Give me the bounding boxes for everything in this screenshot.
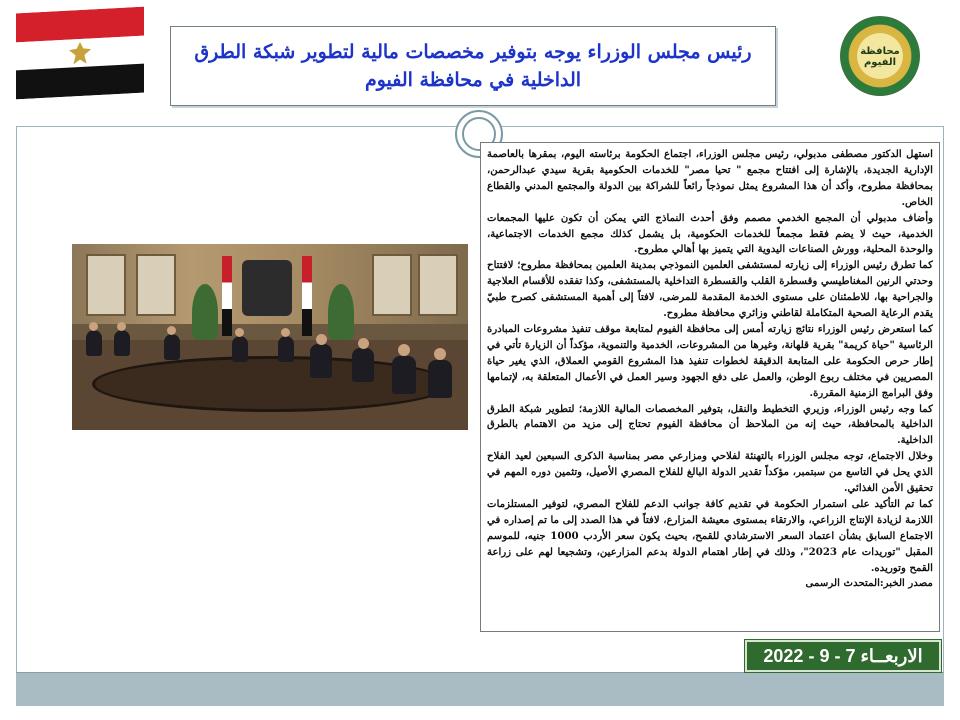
cabinet-meeting-photo bbox=[72, 244, 468, 430]
article-paragraph: استهل الدكتور مصطفى مدبولي، رئيس مجلس الوزراء، اجتماع الحكومة برئاسته اليوم، بمقرها بالعاصمة الإدارية الجديدة، بالإشارة إلى افتتاح مجمع " تحيا مصر" للخدمات الحكومية بقرية سيدي عبدالرحمن، بمحافظة مطروح، وأكد أن هذا المشروع يمثل نموذجاً رائعاً للشراكة بين الدولة والمجتمع المدني والقطاع الخاص. bbox=[487, 148, 933, 208]
date-text: الاربعــاء 7 - 9 - 2022 bbox=[763, 645, 923, 666]
egypt-flag-icon bbox=[16, 7, 144, 100]
frame-left-line bbox=[16, 126, 17, 676]
article-source: مصدر الخبر:المتحدث الرسمى bbox=[805, 577, 933, 590]
date-badge bbox=[745, 640, 941, 672]
headline-line-2: الداخلية في محافظة الفيوم bbox=[364, 69, 582, 91]
headline-line-1: رئيس مجلس الوزراء يوجه بتوفير مخصصات مالية لتطوير شبكة الطرق bbox=[194, 41, 752, 63]
logo-text: محافظة الفيوم bbox=[860, 46, 900, 68]
article-body bbox=[480, 142, 940, 632]
bottom-band bbox=[16, 672, 944, 706]
eagle-icon bbox=[69, 41, 91, 64]
article-paragraph: كما تطرق رئيس الوزراء إلى زيارته لمستشفى العلمين النموذجي بمدينة العلمين بمحافظة مطروح؛ لافتتاح وحدتي الرنين المغناطيسي وقسطرة القلب والقسطرة التداخلية بالمستشفى، وكذا تفقده للأقسام العلاجية والجراحية بها، للاطمئنان على مستوى الخدمة المقدمة للمرضى، لافتاً إلى أهمية المستشفى كصرح طبيّ يقدم الرعاية الصحية المتكاملة لقاطني وزائري محافظة مطروح. bbox=[487, 259, 933, 320]
article-paragraph: وأضاف مدبولي أن المجمع الخدمي مصمم وفق أحدث النماذج التي يمكن أن تكون عليها المجمعات الخدمية، حيث لا يضم فقط مجمعاً للخدمات الحكومية، بل يشمل كذلك مجمع الخدمات الاجتماعية، والوحدة المحلية، وورش الصناعات اليدوية التي يتميز بها أهالي مطروح. bbox=[487, 211, 933, 256]
article-paragraph: كما وجه رئيس الوزراء، وزيري التخطيط والنقل، بتوفير المخصصات المالية اللازمة؛ لتطوير شبكة الطرق الداخلية بالمحافظة، حيث إنه من الملاحظ أن محافظة الفيوم تحتاج إلى مزيد من الاهتمام بالطرق الداخلية. bbox=[487, 402, 933, 447]
headline-box bbox=[170, 26, 776, 106]
article-paragraph: كما استعرض رئيس الوزراء نتائج زيارته أمس إلى محافظة الفيوم لمتابعة موقف تنفيذ مشروعات المبادرة الرئاسية "حياة كريمة" بقرية قلهانة، وغيرها من المشروعات، الخدمية والتنموية، مؤكداً أن الزيارة تأتي في إطار حرص الحكومة على المتابعة الدقيقة لخطوات تنفيذ هذا المشروع القومي العملاق، الذي يغير حياة المصريين في مختلف ربوع الوطن، والعمل على دفع الجهود وسير العمل في الأعمال المتعلقة به، لإتمامها وفق البرامج الزمنية المقررة. bbox=[487, 322, 933, 399]
article-paragraph: وخلال الاجتماع، توجه مجلس الوزراء بالتهنئة لفلاحي ومزارعي مصر بمناسبة الذكرى السبعين لعيد الفلاح الذي يحل في التاسع من سبتمبر، مؤكداً تقدير الدولة البالغ للفلاح المصري الأصيل، وتثمين دوره المهم في تحقيق الأمن الغذائي. bbox=[487, 450, 933, 495]
article-paragraph: كما تم التأكيد على استمرار الحكومة في تقديم كافة جوانب الدعم للفلاح المصري، لتوفير المستلزمات اللازمة لزيادة الإنتاج الزراعي، والارتقاء بمستوى معيشة المزارع، لافتاً في هذا الصدد إلى ما تم إصداره في الاجتماع السابق بشأن اعتماد السعر الاسترشادي للقمح، بحيث يكون سعر الأردب 1000 جنيه، للموسم المقبل "توريدات عام 2023"، وذلك في إطار اهتمام الدولة بدعم المزارعين، وتشجيعا لهم على زراعة القمح وتوريده. bbox=[487, 497, 933, 574]
fayoum-governorate-logo bbox=[832, 10, 928, 98]
frame-right-line bbox=[943, 126, 944, 676]
